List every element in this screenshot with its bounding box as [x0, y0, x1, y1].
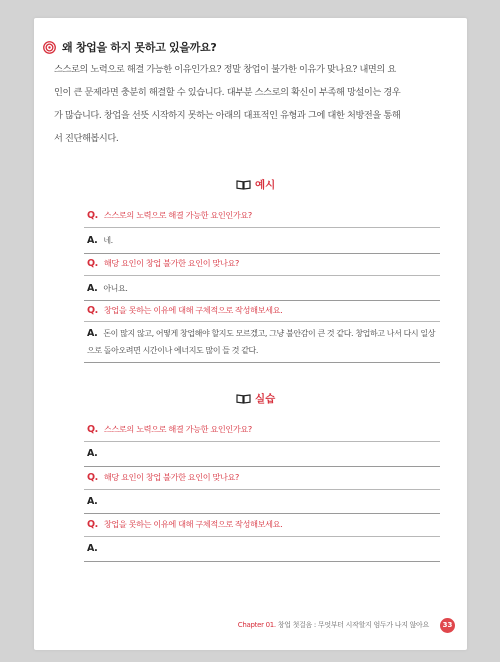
q-mark: Q. — [87, 472, 98, 483]
a-mark: A. — [87, 543, 98, 554]
example-question-2: Q. 해당 요인이 창업 불가한 요인이 맞나요? — [87, 258, 239, 269]
divider — [84, 489, 440, 490]
divider — [84, 300, 440, 301]
a-mark: A. — [87, 328, 98, 339]
heading-text: 왜 창업을 하지 못하고 있을까요? — [62, 41, 217, 54]
divider — [84, 536, 440, 537]
a-mark: A. — [87, 448, 98, 459]
practice-title — [236, 391, 275, 406]
q-mark: Q. — [87, 519, 98, 530]
a-mark: A. — [87, 283, 98, 294]
book-icon — [236, 393, 251, 404]
footer-chapter: Chapter 01. — [237, 621, 276, 629]
divider — [84, 466, 440, 467]
a-mark: A. — [87, 496, 98, 507]
book-icon — [236, 179, 251, 190]
example-title — [236, 177, 275, 192]
divider — [84, 362, 440, 363]
practice-question-1: Q. 스스로의 노력으로 해결 가능한 요인인가요? — [87, 424, 252, 435]
divider — [84, 275, 440, 276]
practice-answer-2[interactable] — [87, 493, 103, 510]
target-icon — [43, 41, 56, 54]
footer-title: 창업 첫걸음 : 무엇부터 시작할지 엄두가 나지 않아요 — [277, 621, 429, 629]
example-question-1: Q. 스스로의 노력으로 해결 가능한 요인인가요? — [87, 210, 252, 221]
a-mark: A. — [87, 235, 98, 246]
example-question-3: Q. 창업을 못하는 이유에 대해 구체적으로 작성해보세요. — [87, 305, 283, 316]
divider — [84, 321, 440, 322]
divider — [84, 561, 440, 562]
divider — [84, 441, 440, 442]
intro-paragraph: 스스로의 노력으로 해결 가능한 이유인가요? 정말 창업이 불가한 이유가 맞나요? 내면의 요인이 큰 문제라면 충분히 해결할 수 있습니다. 대부분 스스로의 확신이 부족해 망설이는 경우가 많습니다. 창업을 선뜻 시작하지 못하는 아래의 대표적인 유형과 그에 대한 처방전을 통해서 진단해봅시다. — [54, 64, 401, 144]
example-answer-1: A. 네. — [87, 235, 113, 246]
divider — [84, 253, 440, 254]
q-mark: Q. — [87, 258, 98, 269]
q-mark: Q. — [87, 210, 98, 221]
page-number-badge: 33 — [440, 618, 455, 633]
practice-question-3: Q. 창업을 못하는 이유에 대해 구체적으로 작성해보세요. — [87, 519, 283, 530]
q-mark: Q. — [87, 424, 98, 435]
practice-question-2: Q. 해당 요인이 창업 불가한 요인이 맞나요? — [87, 472, 239, 483]
page-footer — [238, 620, 429, 630]
practice-answer-1[interactable] — [87, 445, 103, 462]
q-mark: Q. — [87, 305, 98, 316]
example-answer-2: A. 아니요. — [87, 283, 128, 294]
practice-title-text: 실습 — [255, 393, 276, 405]
example-title-text: 예시 — [255, 179, 276, 191]
divider — [84, 513, 440, 514]
example-answer-3: A. 돈이 많지 않고, 어떻게 창업해야 할지도 모르겠고, 그냥 불안감이 큰 것 같다. 창업하고 나서 다시 일상으로 돌아오려면 시간이나 에너지도 많이 들 것 같다. — [87, 328, 436, 355]
divider — [84, 227, 440, 228]
practice-answer-3[interactable] — [87, 540, 103, 557]
section-heading — [43, 39, 216, 55]
